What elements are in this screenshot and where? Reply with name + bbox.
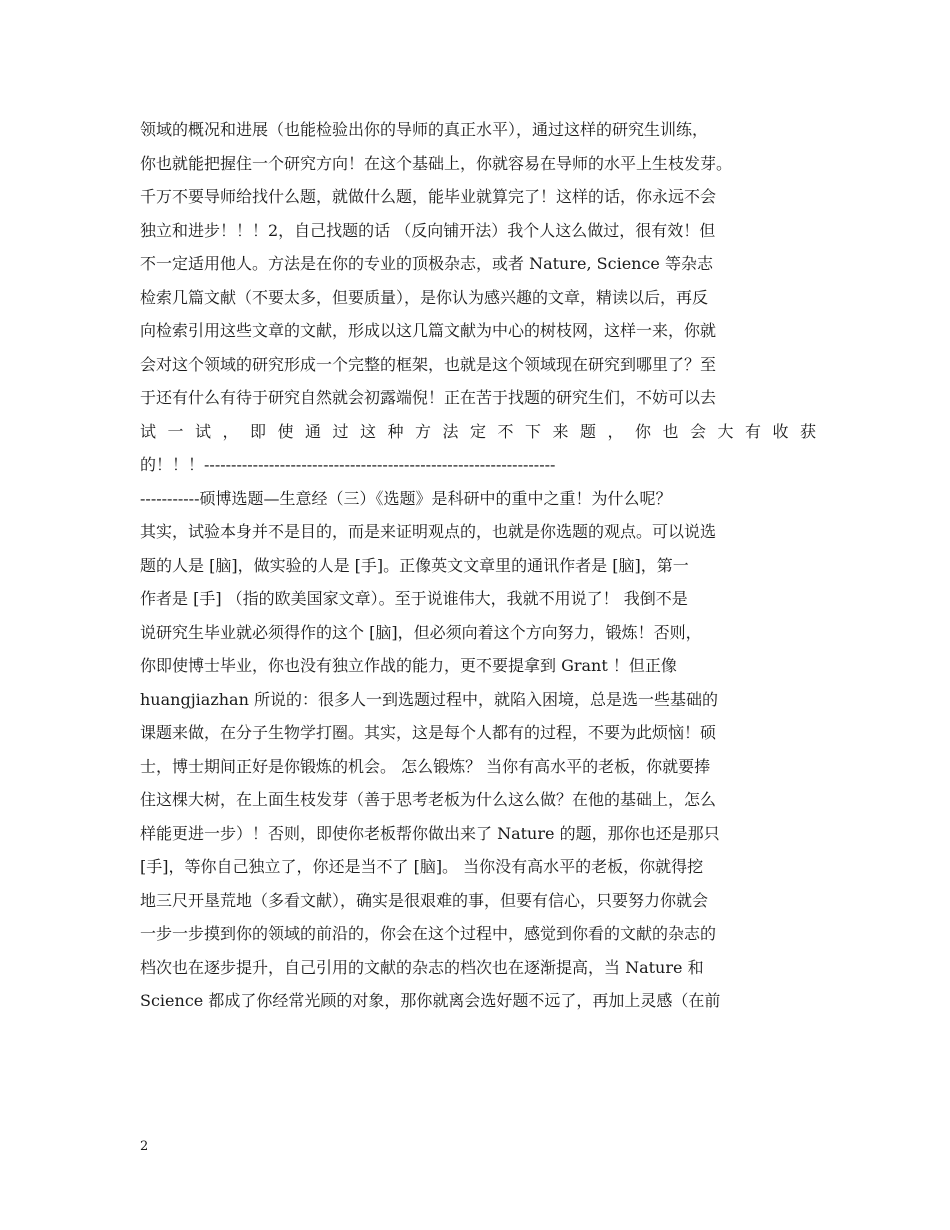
text-line: 领域的概况和进展（也能检验出你的导师的真正水平），通过这样的研究生训练， (140, 120, 709, 139)
text-line: 你即使博士毕业，你也没有独立作战的能力，更不要提拿到 Grant ！但正像 (140, 656, 677, 675)
text-line: 作者是 [手] （指的欧美国家文章）。至于说谁伟大，我就不用说了！ 我倒不是 (140, 589, 688, 608)
text-line: 向检索引用这些文章的文献，形成以这几篇文献为中心的树枝网，这样一来，你就 (140, 321, 717, 340)
text-line: 住这棵大树，在上面生枝发芽（善于思考老板为什么这么做？在他的基础上，怎么 (140, 790, 717, 809)
text-line: 会对这个领域的研究形成一个完整的框架，也就是这个领域现在研究到哪里了？至 (140, 354, 717, 374)
text-line: 的！！！----------------------------------------------------------------- (140, 455, 556, 474)
text-line: 不一定适用他人。方法是在你的专业的顶极杂志，或者 Nature, Science 等杂志 (140, 254, 713, 273)
text-line: 课题来做，在分子生物学打圈。其实，这是每个人都有的过程，不要为此烦恼！硕 (140, 723, 717, 742)
text-line: 你也就能把握住一个研究方向！在这个基础上，你就容易在导师的水平上生枝发芽。 (140, 153, 733, 173)
text-line: 试一试，即使通过这种方法定不下来题，你也会大有收获 (140, 421, 816, 441)
text-line: 士，博士期间正好是你锻炼的机会。 怎么锻炼？ 当你有高水平的老板，你就要捧 (140, 756, 711, 776)
text-line: 一步一步摸到你的领域的前沿的，你会在这个过程中，感觉到你看的文献的杂志的 (140, 924, 717, 943)
text-line: 地三尺开垦荒地（多看文献），确实是很艰难的事，但要有信心，只要努力你就会 (140, 890, 709, 910)
text-line: 样能更进一步）！否则，即使你老板帮你做出来了 Nature 的题，那你也还是那只 (140, 823, 720, 843)
text-line: -----------硕博选题—生意经（三）《选题》是科研中的重中之重！为什么呢？ (140, 488, 672, 508)
text-line: 于还有什么有待于研究自然就会初露端倪！正在苦于找题的研究生们，不妨可以去 (140, 388, 717, 407)
text-line: 说研究生毕业就必须得作的这个 [脑]，但必须向着这个方向努力，锻炼！否则， (140, 622, 702, 642)
text-line: 独立和进步！！！2，自己找题的话 （反向铺开法）我个人这么做过，很有效！但 (140, 220, 716, 240)
text-line: 检索几篇文献（不要太多，但要质量），是你认为感兴趣的文章，精读以后，再反 (140, 287, 709, 307)
text-line: 千万不要导师给找什么题，就做什么题，能毕业就算完了！这样的话，你永远不会 (140, 187, 717, 206)
text-line: 题的人是 [脑]，做实验的人是 [手]。正像英文文章里的通讯作者是 [脑]，第一 (140, 555, 689, 575)
text-line: 其实，试验本身并不是目的，而是来证明观点的，也就是你选题的观点。可以说选 (140, 522, 717, 541)
text-line: [手]，等你自己独立了，你还是当不了 [脑]。 当你没有高水平的老板，你就得挖 (140, 857, 704, 876)
text-line: Science 都成了你经常光顾的对象，那你就离会选好题不远了，再加上灵感（在前 (140, 991, 721, 1010)
text-line: 档次也在逐步提升，自己引用的文献的杂志的档次也在逐渐提高，当 Nature 和 (140, 957, 704, 977)
text-line: huangjiazhan 所说的：很多人一到选题过程中，就陷入困境，总是选一些基础的 (140, 689, 718, 709)
page-number: 2 (140, 1139, 149, 1154)
body-text (140, 113, 816, 1018)
